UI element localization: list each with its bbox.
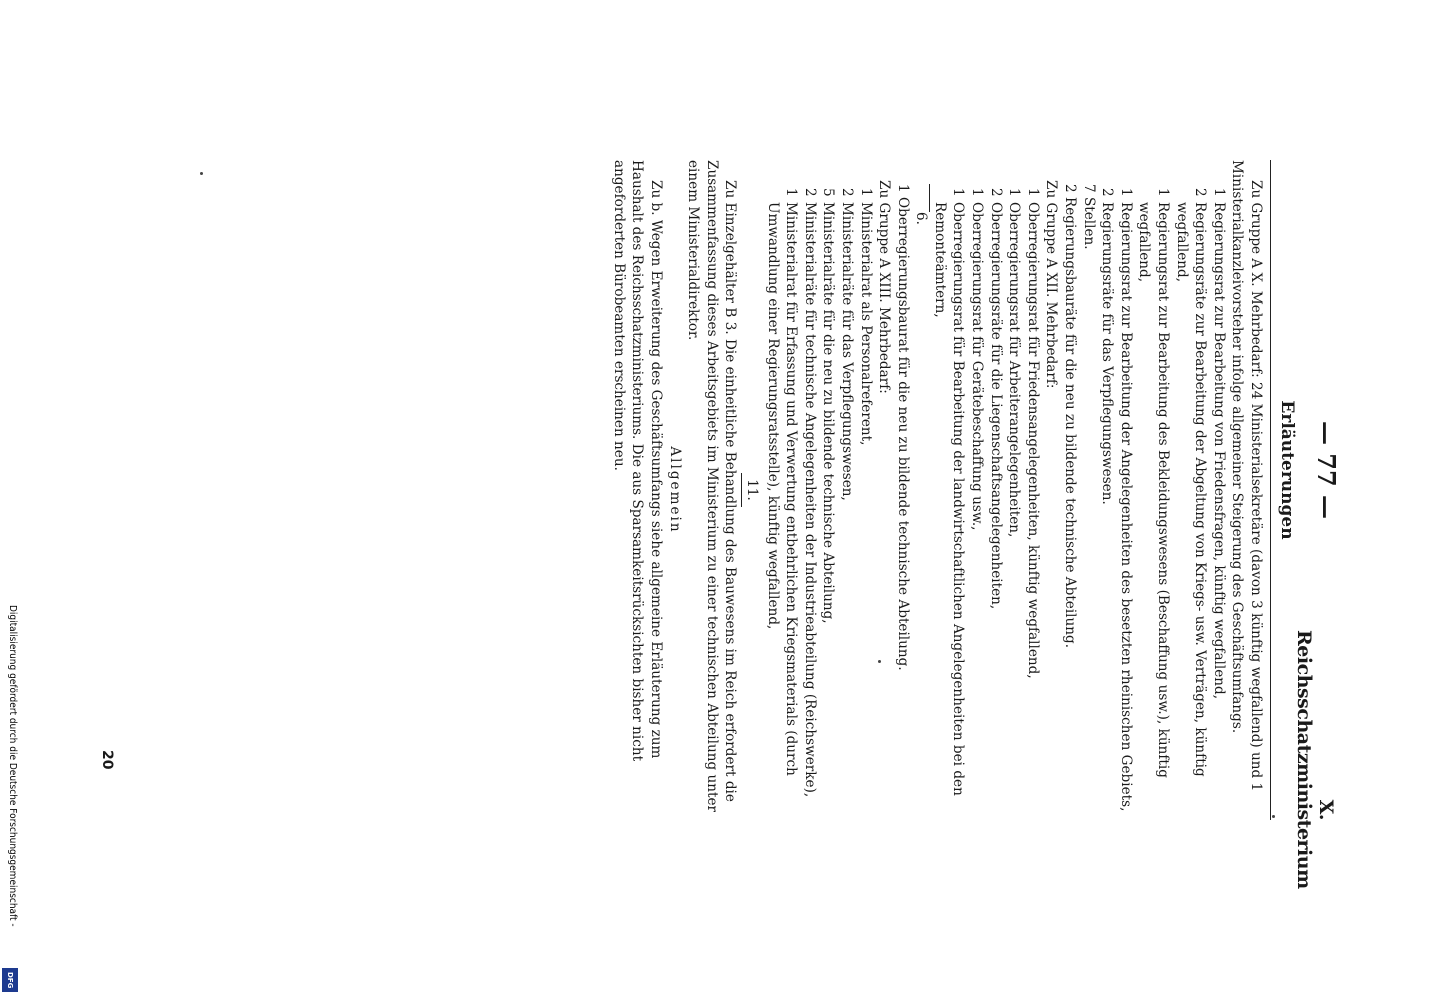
item-text: Oberregierungsräte für die Liegenschaftsangelegenheiten, [987,202,1004,610]
body-text [609,160,1265,820]
baurat-line: 2 Regierungsbauräte für die neu zu bildende technische Abteilung. [1062,184,1079,649]
item-count: 1 [950,188,967,197]
item-count: 2 [987,188,1004,197]
item-text: Ministerialräte für das Verpflegungswesen, [838,202,855,501]
oberbaurat-line: 1 Oberregierungsbaurat für die neu zu bildende technische Abteilung. [894,184,911,671]
document-page [331,160,1341,889]
item-text: Ministerialrat als Personalreferent, [857,202,874,446]
sum-text: 11. [741,473,761,507]
paragraph-zu-b: Zu b. Wegen Erweiterung des Geschäftsumfangs siehe allgemeine Erläuterung zum Haushalt des Reichsschatzministeriums. Die aus Sparsamkeitsrücksichten bisher nicht angeforderten Bürobeamten erscheinen neu. [610,160,664,762]
list-item [1135,184,1172,820]
list-item [1098,184,1117,820]
item-text: Oberregierungsrat für Gerätebeschaffung usw., [969,202,986,531]
list-a-xii [893,160,1042,820]
item-text: Regierungsrat zur Bearbeitung der Angelegenheiten des besetzten rheinischen Gebiets, [1117,202,1134,812]
item-text: Ministerialräte für technische Angelegenheiten der Industrieabteilung (Reichswerke), [801,202,818,798]
dfg-logo-text: DFG [6,971,14,989]
item-count: 5 [820,188,837,197]
scan-speck [200,172,203,175]
digitization-credit: Digitalisierung gefördert durch die Deutsche Forschungsgemeinschaft - [7,605,18,927]
list-item [930,184,967,820]
section-heading: Erläuterungen [1277,400,1297,540]
paragraph-gruppe-a-xii: Zu Gruppe A XII. Mehrbedarf: [1043,180,1060,389]
list-item [819,184,838,820]
item-text: Oberregierungsrat für Bearbeitung der landwirtschaftlichen Angelegenheiten bei den Remonteämtern, [931,202,967,796]
list-item [968,184,987,820]
list-item [1005,184,1024,820]
sum-text: 6. [913,212,930,225]
page-number: — 77 — [1312,420,1341,520]
item-text: Regierungsräte zur Bearbeitung der Abgeltung von Kriegs- usw. Verträgen, künftig wegfallend, [1173,202,1209,777]
item-count: 2 [1192,188,1209,197]
list-item [800,184,819,820]
list-sum [1079,184,1098,820]
item-text: Oberregierungsrat für Arbeiterangelegenheiten, [1006,202,1023,538]
list-item [763,184,800,820]
list-item [1209,184,1228,820]
item-count: 2 [801,188,818,197]
header-rule [1270,160,1271,820]
item-count: 2 [1099,188,1116,197]
list-item [986,184,1005,820]
item-text: Oberregierungsrat für Friedensangelegenheiten, künftig wegfallend, [1024,202,1041,679]
list-sum [741,160,761,820]
scan-speck [878,660,881,663]
list-item [856,184,875,820]
list-item [837,184,856,820]
item-count: 1 [1006,188,1023,197]
item-count: 1 [1210,188,1227,197]
list-sum [912,184,931,820]
list-a-xiii [763,160,875,820]
paragraph-einzelgehaelter: Zu Einzelgehälter B 3. Die einheitliche Behandlung des Bauwesens im Reich erfordert die Zusammenfassung dieses Arbeitsgebiets im Ministerium zu einer technischen Abteilung unter einem Ministerialdirektor. [685,160,739,813]
page-header [1293,160,1341,889]
list-item [1116,184,1135,820]
item-count: 1 [857,188,874,197]
list-a-x [1060,160,1227,820]
scan-speck [1272,815,1275,818]
running-title: X. Reichsschatzministerium [1293,630,1337,889]
item-text: Regierungsrat zur Bearbeitung des Bekleidungswesens (Beschaffung usw.), künftig wegfallend, [1136,202,1172,778]
paragraph-gruppe-a-xiii: Zu Gruppe A XIII. Mehrbedarf: [876,180,893,394]
dfg-logo [2,968,18,992]
item-text: Regierungsrat zur Bearbeitung von Friedensfragen, künftig wegfallend, [1210,202,1227,700]
list-item [1023,184,1042,820]
paragraph-gruppe-a-x: Zu Gruppe A X. Mehrbedarf: 24 Ministerialsekretäre (davon 3 künftig wegfallend) und 1 Ministerialkanzleivorsteher infolge allgemeiner Steigerung des Geschäftsumfangs. [1229,160,1264,792]
item-count: 1 [969,188,986,197]
item-count: 1 [1155,188,1172,197]
sum-rule [929,184,930,212]
item-text: Ministerialräte für die neu zu bildende technische Abteilung, [820,202,837,624]
sum-text: 7 Stellen. [1080,184,1097,250]
item-count: 1 [783,188,800,197]
list-item [1172,184,1209,820]
item-text: Ministerialrat für Erfassung und Verwertung entbehrlichen Kriegsmaterials (durch Umwandlung einer Regierungsratsstelle), künftig wegfallend, [764,202,800,776]
item-count: 1 [1024,188,1041,197]
item-text: Regierungsräte für das Verpflegungswesen. [1099,202,1116,505]
item-count: 2 [838,188,855,197]
sheet-number: 20 [99,750,115,770]
subheading-allgemein: Allgemein [666,446,683,534]
item-count: 1 [1117,188,1134,197]
